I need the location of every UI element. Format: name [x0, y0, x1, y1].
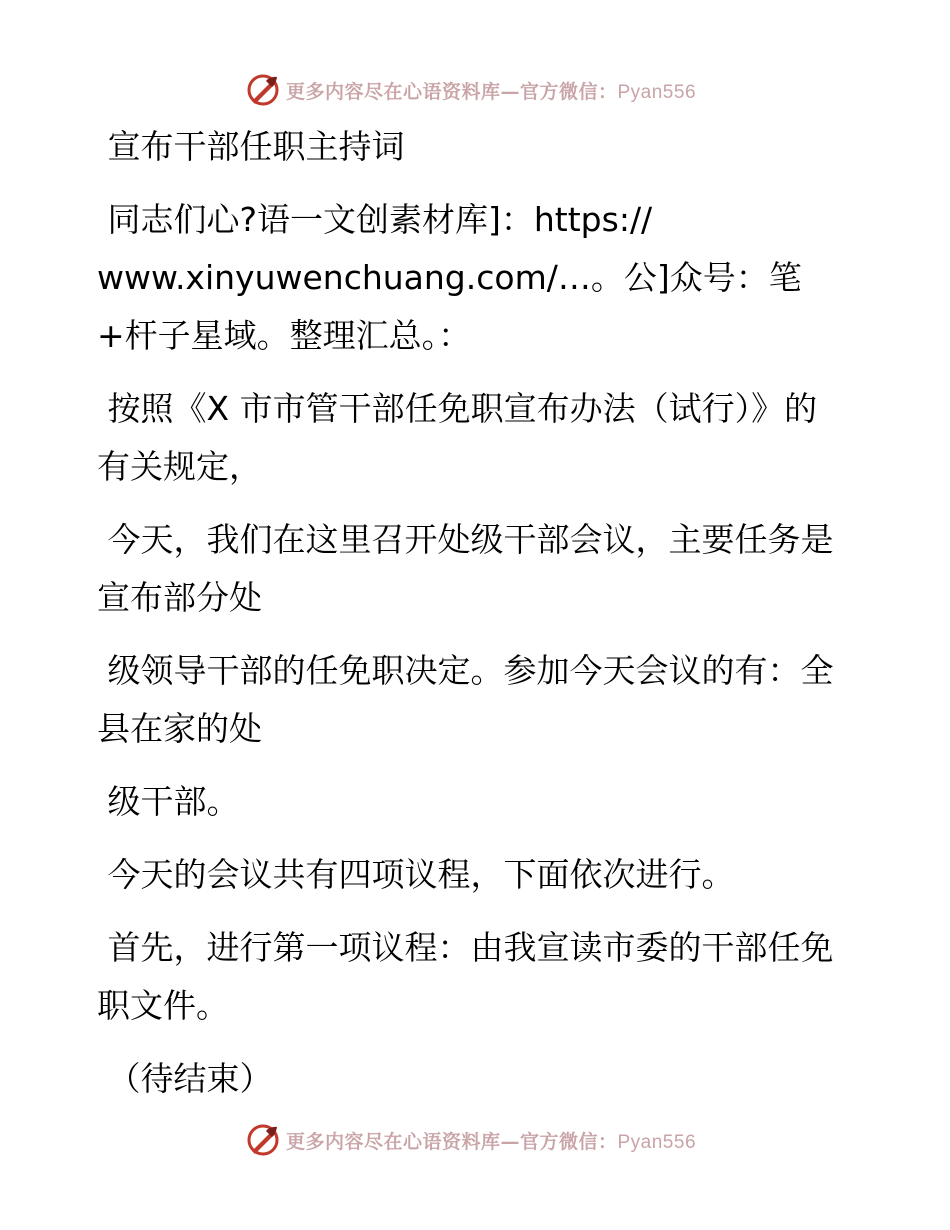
header-banner-slogan: 更多内容尽在心语资料库—官方微信： [285, 80, 618, 103]
paragraph-2: 按照《X 市市管干部任免职宣布办法（试行）》的有关规定， [97, 389, 818, 486]
header-banner-content [246, 73, 696, 107]
paragraph-1: 同志们心?语一文创素材库]：https:// www.xinyuwenchuang.com/…。公]众号：笔+杆子星域。整理汇总。： [97, 200, 802, 355]
paragraph-4: 级领导干部的任免职决定。参加今天会议的有：全县在家的处 [97, 651, 834, 748]
footer-banner-text [286, 1127, 696, 1154]
footer-banner-slogan: 更多内容尽在心语资料库—官方微信： [285, 1130, 618, 1153]
paragraph-5: 级干部。 [97, 782, 240, 821]
document-title: 宣布干部任职主持词 [97, 127, 405, 166]
header-banner-wechat-id: Pyan556 [617, 81, 697, 103]
header-banner [0, 70, 950, 110]
paragraph-7: 首先，进行第一项议程：由我宣读市委的干部任免职文件。 [97, 928, 834, 1025]
footer-banner-content [246, 1123, 696, 1157]
footer-banner-wechat-id: Pyan556 [617, 1131, 697, 1153]
quill-pen-logo-icon [246, 1123, 280, 1157]
paragraph-3: 今天，我们在这里召开处级干部会议，主要任务是宣布部分处 [97, 520, 834, 617]
header-banner-text [286, 77, 696, 104]
paragraph-6: 今天的会议共有四项议程，下面依次进行。 [97, 855, 735, 894]
document-body [97, 118, 837, 1123]
footer-banner [0, 1120, 950, 1160]
quill-pen-logo-icon [246, 73, 280, 107]
paragraph-8: （待结束） [97, 1059, 273, 1098]
